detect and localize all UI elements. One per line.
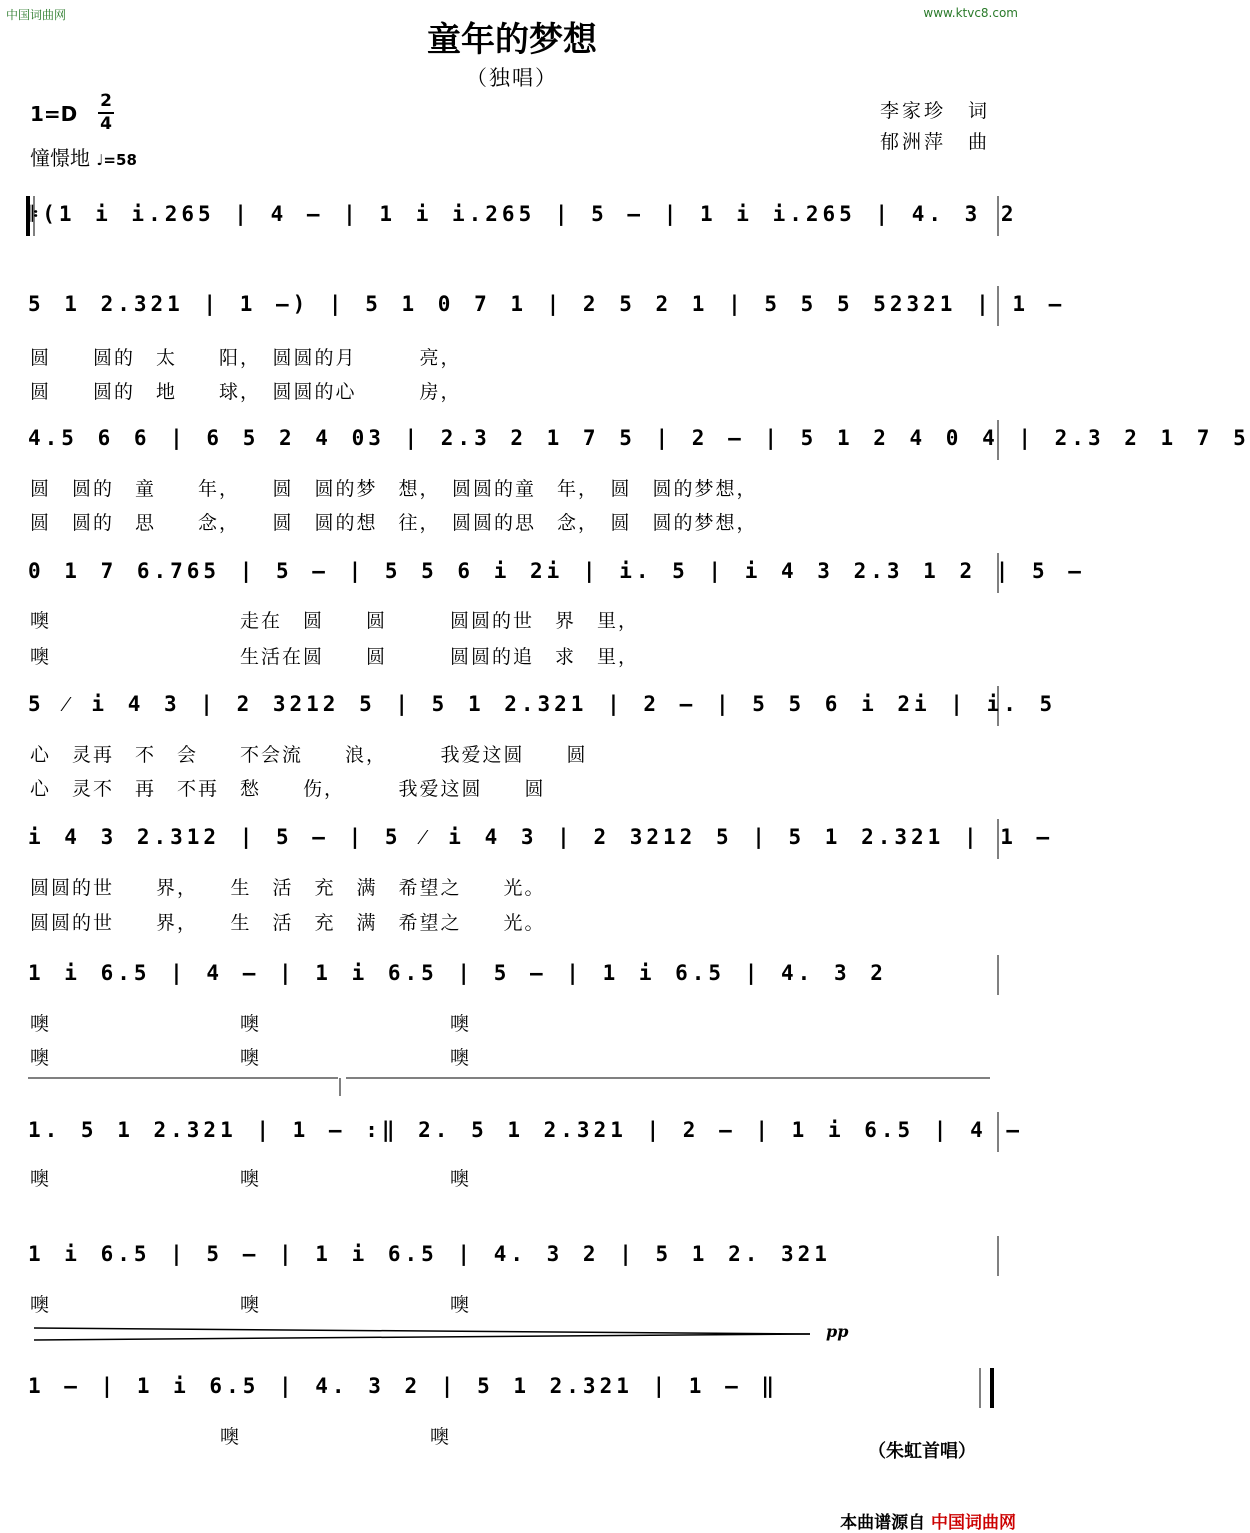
score-row-6 [28,817,1054,875]
score-notes: 1 i 6.5 | 5 – | 1 i 6.5 | 4. 3 2 | 5 1 2. 321 [28,1242,831,1266]
watermark-left: 中国词曲网 [6,8,67,22]
lyric-line: 圆 圆的 地 球， 圆圆的心 房， [30,381,462,403]
lyric-line: 噢 噢 噢 [30,1294,472,1316]
score-notes: i 4 3 2.312 | 5 – | 5 ⁄ i 4 3 | 2 3212 5 | 5 1 2.321 | 1 – [28,825,1054,849]
score-row-8 [28,1110,1024,1168]
score-notes: 1 i 6.5 | 4 – | 1 i 6.5 | 5 – | 1 i 6.5 | 4. 3 2 [28,961,887,985]
lyric-line: 噢 噢 [220,1426,452,1448]
lyric-line: 噢 噢 噢 [30,1047,472,1069]
lyric-line: 圆圆的世 界， 生 活 充 满 希望之 光。 [30,912,546,934]
tempo-word: 憧憬地 [30,146,90,170]
time-sig-top: 2 [100,91,112,111]
lyric-line: 心 灵再 不 会 不会流 浪， 我爱这圆 圆 [30,744,588,766]
decrescendo-hairpin [34,1326,824,1342]
lyric-line: 圆 圆的 童 年， 圆 圆的梦 想， 圆圆的童 年， 圆 圆的梦想， [30,478,758,500]
source-site: 中国词曲网 [931,1513,1016,1533]
lyric-line: 心 灵不 再 不再 愁 伤， 我爱这圆 圆 [30,778,546,800]
credits [880,96,990,158]
score-row-9 [28,1234,1000,1292]
key-signature: 1=D [30,102,78,126]
lyric-line: 噢 噢 噢 [30,1013,472,1035]
lyric-line: 噢 噢 噢 [30,1168,472,1190]
composer: 郁洲萍 曲 [880,131,991,153]
score-notes: 1 – | 1 i 6.5 | 4. 3 2 | 5 1 2.321 | 1 – ‖ [28,1374,779,1398]
song-title: 童年的梦想 [427,20,597,60]
watermark-right: www.ktvc8.com [923,6,1018,20]
score-notes: 0 1 7 6.765 | 5 – | 5 5 6 i 2i | i. 5 | i 4 3 2.3 1 2 | 5 – [28,559,1085,583]
singer-credit: （朱虹首唱） [868,1441,976,1462]
lyricist: 李家珍 词 [880,100,991,122]
score-row-10 [28,1366,1000,1424]
score-notes: 1. 5 1 2.321 | 1 – :‖ 2. 5 1 2.321 | 2 – | 1 i 6.5 | 4 – [28,1118,1024,1142]
score-row-1 [28,194,1018,252]
lyric-line: 噢 走在 圆 圆 圆圆的世 界 里， [30,610,640,632]
lyric-line: 圆 圆的 思 念， 圆 圆的想 往， 圆圆的思 念， 圆 圆的梦想， [30,512,758,534]
score-row-3 [28,418,1250,476]
dynamic-marking: pp [826,1322,849,1341]
lyric-line: 噢 生活在圆 圆 圆圆的追 求 里， [30,646,640,668]
lyric-line: 圆 圆的 太 阳， 圆圆的月 亮， [30,347,462,369]
lyric-line: 圆圆的世 界， 生 活 充 满 希望之 光。 [30,877,546,899]
source-credit [840,1508,1016,1533]
score-notes: 5 1 2.321 | 1 –) | 5 1 0 7 1 | 2 5 2 1 | 5 5 5 52321 | 1 – [28,292,1066,316]
song-subtitle: （独唱） [466,66,558,90]
time-sig-bottom: 4 [100,114,112,134]
score-notes: 4.5 6 6 | 6 5 2 4 03 | 2.3 2 1 7 5 | 2 – | 5 1 2 4 0 4 | 2.3 2 1 7 5 [28,426,1250,450]
tempo-value: ♩=58 [96,151,137,169]
source-prefix: 本曲谱源自 [840,1513,926,1533]
time-signature [98,92,114,134]
tempo-marking [30,142,137,171]
score-notes: 𝄆(1 i i.265 | 4 – | 1 i i.265 | 5 – | 1 i i.265 | 4. 3 2 [28,202,1018,226]
score-row-4 [28,551,1085,609]
score-row-5 [28,684,1057,742]
score-notes: 5 ⁄ i 4 3 | 2 3212 5 | 5 1 2.321 | 2 – | 5 5 6 i 2i | i. 5 [28,692,1057,716]
score-row-7 [28,953,1000,1011]
score-row-2 [28,284,1066,342]
